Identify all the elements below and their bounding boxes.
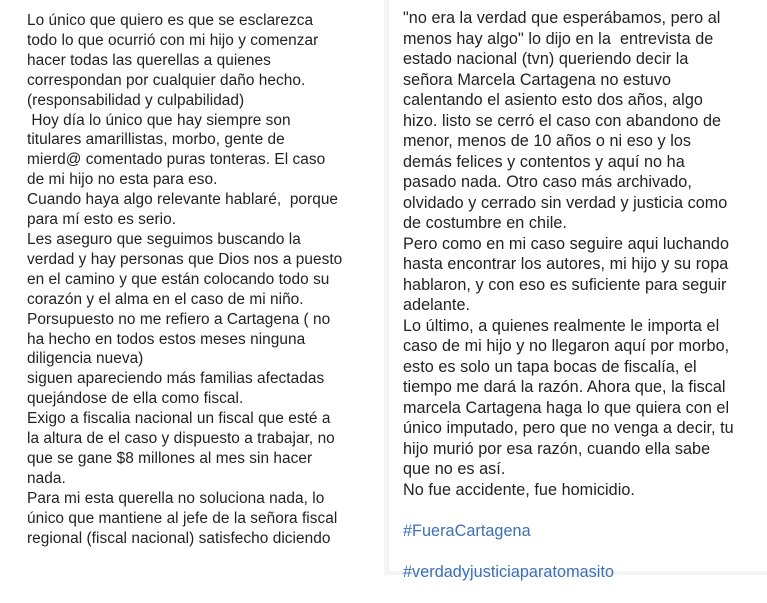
text-line: Exigo a fiscalia nacional un fiscal que esté a (27, 410, 331, 428)
text-line: la altura de el caso y dispuesto a trabajar, no (27, 430, 335, 448)
text-line: regional (fiscal nacional) satisfecho diciendo (27, 529, 331, 547)
text-line: Cuando haya algo relevante hablaré, porque (27, 191, 339, 209)
right-post-panel (384, 0, 767, 581)
text-line: nada. (27, 469, 66, 487)
text-line: corazón y el alma en el caso de mi niño. (27, 290, 304, 308)
text-line: hablaron, y con eso es suficiente para seguir (403, 275, 727, 294)
text-line: hacer todas las querellas a quienes (27, 51, 271, 69)
hashtag-fuera-cartagena[interactable]: #FueraCartagena (403, 521, 531, 540)
text-line: esto es solo un tapa bocas de fiscalía, el (403, 357, 697, 376)
text-line: hijo murió por esa razón, cuando ella sabe (403, 439, 711, 458)
text-line: quejándose de ella como fiscal. (27, 390, 244, 408)
text-line: diligencia nueva) (27, 350, 144, 368)
text-line: Les aseguro que seguimos buscando la (27, 230, 301, 248)
text-line: hasta encontrar los autores, mi hijo y su ropa (403, 255, 729, 273)
text-line: demás felices y contentos y aquí no ha (403, 152, 685, 171)
text-line: Pero como en mi caso seguire aqui luchando (403, 234, 730, 253)
hashtag-verdad-y-justicia[interactable]: #verdadyjusticiaparatomasito (403, 562, 615, 581)
text-line: que no es así. (403, 460, 506, 478)
hashtag-list (403, 500, 767, 603)
right-post-card (389, 0, 767, 581)
text-line: hizo. listo se cerró el caso con abandono de (403, 111, 722, 130)
text-line: que se gane $8 millones al mes sin hacer (27, 449, 313, 467)
text-line: "no era la verdad que esperábamos, pero al (403, 9, 721, 27)
right-post-text (403, 8, 767, 500)
text-line: Lo único que quiero es que se esclarezca (27, 12, 314, 29)
text-line: calentando el asiento esto dos años, algo (403, 91, 703, 109)
text-line: señora Marcela Cartagena no estuvo (403, 70, 672, 89)
text-line: caso de mi hijo y no llegaron aquí por morbo, (403, 337, 730, 355)
text-line: Porsupuesto no me refiero a Cartagena ( no (27, 310, 331, 328)
left-post-panel (0, 0, 381, 575)
text-line: único imputado, pero que no venga a decir, tu (403, 419, 734, 437)
left-post-text (27, 11, 381, 548)
text-line: olvidado y cerrado sin verdad y justicia como (403, 193, 728, 212)
text-line: menos hay algo" lo dijo en la entrevista de (403, 29, 714, 48)
text-line: marcela Cartagena haga lo que quiera con el (403, 398, 730, 417)
text-line: (responsabilidad y culpabilidad) (27, 91, 245, 109)
text-line: mierd@ comentado puras tonteras. El caso (27, 151, 326, 169)
text-line: único que mantiene al jefe de la señora fiscal (27, 509, 338, 527)
text-line: todo lo que ocurrió con mi hijo y comenzar (27, 31, 319, 49)
text-line: tiempo me dará la razón. Ahora que, la fiscal (403, 378, 726, 396)
text-line: de costumbre en chile. (403, 214, 567, 232)
text-line: Para mi esta querella no soluciona nada, lo (27, 489, 325, 507)
text-line: para mí esto es serio. (27, 211, 177, 229)
text-line: de mi hijo no esta para eso. (27, 171, 218, 189)
text-line: correspondan por cualquier daño hecho. (27, 71, 306, 89)
text-line: ha hecho en todos estos meses ninguna (27, 330, 306, 348)
text-line: en el camino y que están colocando todo su (27, 270, 330, 288)
text-line: adelante. (403, 296, 471, 314)
text-line: No fue accidente, fue homicidio. (403, 480, 635, 499)
text-line: Hoy día lo único que hay siempre son (27, 111, 291, 129)
text-line: Lo último, a quienes realmente le importa el (403, 316, 720, 335)
text-line: verdad y hay personas que Dios nos a puesto (27, 250, 343, 268)
text-line: pasado nada. Otro caso más archivado, (403, 173, 692, 191)
text-line: menor, menos de 10 años o ni eso y los (403, 132, 692, 150)
text-line: estado nacional (tvn) queriendo decir la (403, 50, 689, 68)
text-line: siguen apareciendo más familias afectadas (27, 370, 325, 388)
text-line: titulares amarillistas, morbo, gente de (27, 131, 285, 149)
